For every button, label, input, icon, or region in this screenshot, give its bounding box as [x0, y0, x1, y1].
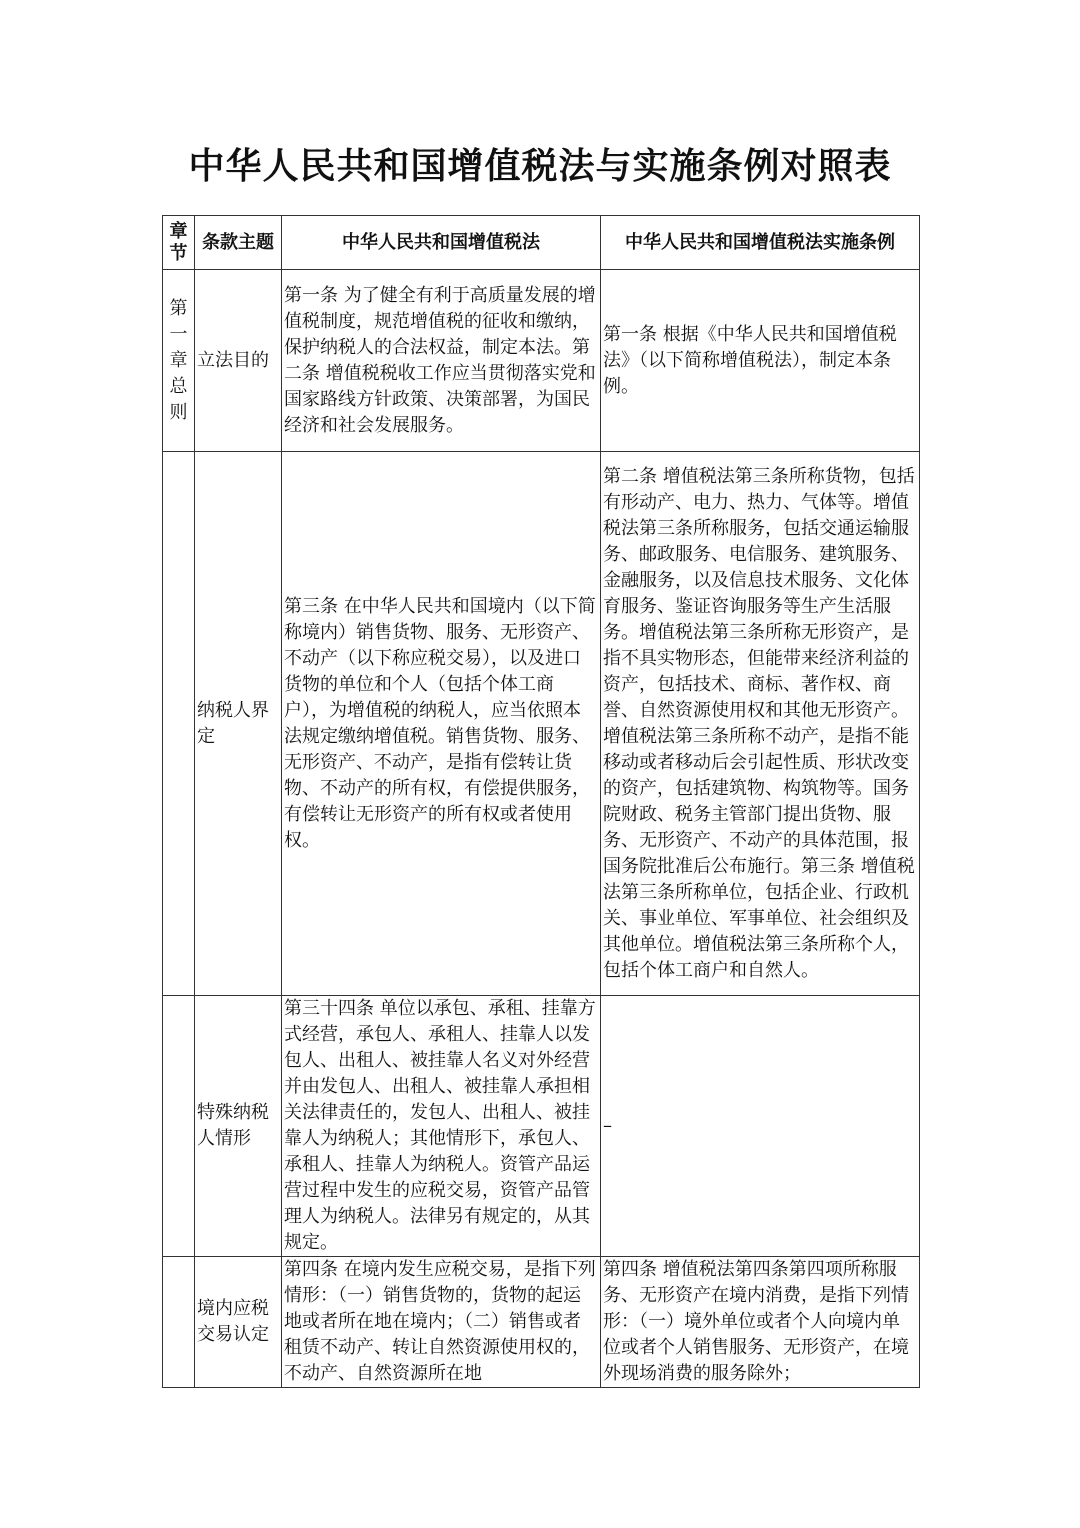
- table-row: [163, 270, 920, 452]
- table-row: [163, 996, 920, 1257]
- header-regulation: 中华人民共和国增值税法实施条例: [601, 216, 920, 270]
- regulation-cell: 第二条 增值税法第三条所称货物，包括有形动产、电力、热力、气体等。增值税法第三条所称服务，包括交通运输服务、邮政服务、电信服务、建筑服务、金融服务，以及信息技术服务、文化体育服务、鉴证咨询服务等生产生活服务。增值税法第三条所称无形资产，是指不具实物形态，但能带来经济利益的资产，包括技术、商标、著作权、商誉、自然资源使用权和其他无形资产。增值税法第三条所称不动产，是指不能移动或者移动后会引起性质、形状改变的资产，包括建筑物、构筑物等。国务院财政、税务主管部门提出货物、服务、无形资产、不动产的具体范围，报国务院批准后公布施行。第三条 增值税法第三条所称单位，包括企业、行政机关、事业单位、军事单位、社会组织及其他单位。增值税法第三条所称个人，包括个体工商户和自然人。: [601, 452, 920, 996]
- chapter-cell: [163, 996, 195, 1257]
- subject-cell: 特殊纳税人情形: [195, 996, 282, 1257]
- table-row: [163, 452, 920, 996]
- page-title: 中华人民共和国增值税法与实施条例对照表: [188, 146, 892, 187]
- table-row: [163, 1257, 920, 1388]
- header-chapter: 章节: [163, 216, 195, 270]
- subject-cell: 境内应税交易认定: [195, 1257, 282, 1388]
- chapter-cell: 第一章总则: [163, 270, 195, 452]
- law-cell: 第四条 在境内发生应税交易，是指下列情形：（一）销售货物的，货物的起运地或者所在地在境内；（二）销售或者租赁不动产、转让自然资源使用权的，不动产、自然资源所在地: [282, 1257, 601, 1388]
- comparison-table: [162, 215, 920, 1388]
- chapter-cell: [163, 1257, 195, 1388]
- law-cell: 第三十四条 单位以承包、承租、挂靠方式经营，承包人、承租人、挂靠人以发包人、出租人、被挂靠人名义对外经营并由发包人、出租人、被挂靠人承担相关法律责任的，发包人、出租人、被挂靠人为纳税人；其他情形下，承包人、承租人、挂靠人为纳税人。资管产品运营过程中发生的应税交易，资管产品管理人为纳税人。法律另有规定的，从其规定。: [282, 996, 601, 1257]
- regulation-cell: 第一条 根据《中华人民共和国增值税法》（以下简称增值税法），制定本条例。: [601, 270, 920, 452]
- header-subject: 条款主题: [195, 216, 282, 270]
- law-cell: 第一条 为了健全有利于高质量发展的增值税制度，规范增值税的征收和缴纳，保护纳税人的合法权益，制定本法。第二条 增值税税收工作应当贯彻落实党和国家路线方针政策、决策部署，为国民经济和社会发展服务。: [282, 270, 601, 452]
- subject-cell: 纳税人界定: [195, 452, 282, 996]
- law-cell: 第三条 在中华人民共和国境内（以下简称境内）销售货物、服务、无形资产、不动产（以下称应税交易），以及进口货物的单位和个人（包括个体工商户），为增值税的纳税人，应当依照本法规定缴纳增值税。销售货物、服务、无形资产、不动产，是指有偿转让货物、不动产的所有权，有偿提供服务，有偿转让无形资产的所有权或者使用权。: [282, 452, 601, 996]
- header-law: 中华人民共和国增值税法: [282, 216, 601, 270]
- subject-cell: 立法目的: [195, 270, 282, 452]
- header-row: [163, 216, 920, 270]
- chapter-cell: [163, 452, 195, 996]
- regulation-cell: 第四条 增值税法第四条第四项所称服务、无形资产在境内消费，是指下列情形：（一）境外单位或者个人向境内单位或者个人销售服务、无形资产，在境外现场消费的服务除外；: [601, 1257, 920, 1388]
- regulation-cell: –: [601, 996, 920, 1257]
